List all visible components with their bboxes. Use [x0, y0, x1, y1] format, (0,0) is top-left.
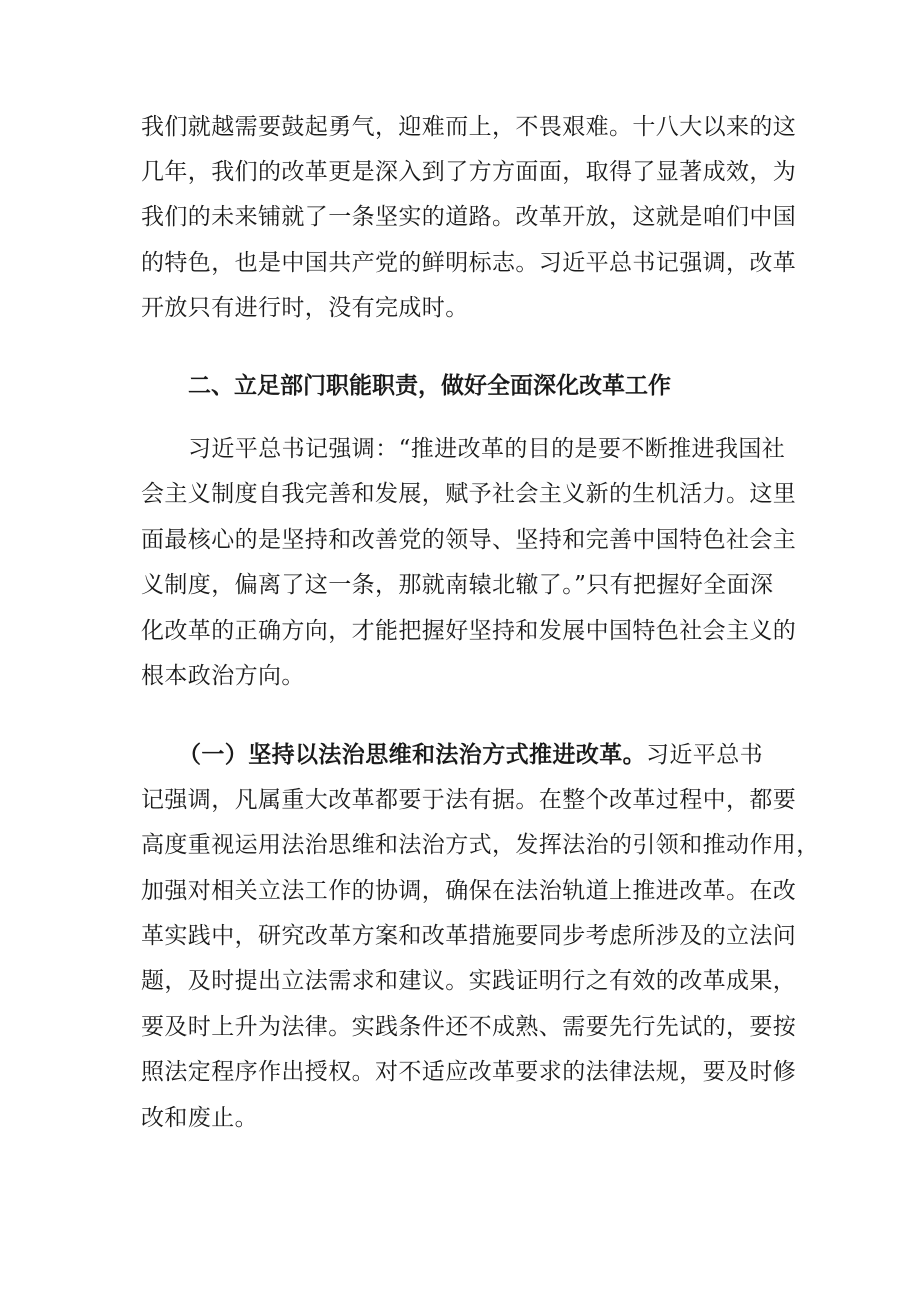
subsection-lead: （一）坚持以法治思维和法治方式推进改革。 [178, 742, 646, 768]
paragraph-3-line-1-rest: 习近平总书 [646, 742, 763, 768]
paragraph-1-line-1: 我们就越需要鼓起勇气，迎难而上，不畏艰难。十八大以来的这 [141, 114, 797, 140]
paragraph-3-line-8: 照法定程序作出授权。对不适应改革要求的法律法规，要及时修 [141, 1059, 797, 1085]
paragraph-3-line-2: 记强调，凡属重大改革都要于法有据。在整个改革过程中，都要 [141, 787, 797, 813]
paragraph-2-line-3: 面最核心的是坚持和改善党的领导、坚持和完善中国特色社会主 [141, 527, 797, 553]
paragraph-3-line-1 [178, 740, 828, 770]
paragraph-1-line-4: 的特色，也是中国共产党的鲜明标志。习近平总书记强调，改革 [141, 250, 797, 276]
paragraph-3-line-5: 革实践中，研究改革方案和改革措施要同步考虑所涉及的立法问 [141, 923, 797, 949]
paragraph-2-line-6: 根本政治方向。 [141, 663, 305, 689]
paragraph-3-line-9: 改和废止。 [141, 1105, 258, 1131]
paragraph-2-line-1: 习近平总书记强调：“推进改革的目的是要不断推进我国社 [188, 436, 786, 462]
paragraph-2-line-5: 化改革的正确方向，才能把握好坚持和发展中国特色社会主义的 [141, 618, 797, 644]
paragraph-1-line-2: 几年，我们的改革更是深入到了方方面面，取得了显著成效，为 [141, 159, 797, 185]
paragraph-1-line-3: 我们的未来铺就了一条坚实的道路。改革开放，这就是咱们中国 [141, 204, 797, 230]
paragraph-2-line-4: 义制度，偏离了这一条，那就南辕北辙了。”只有把握好全面深 [141, 572, 774, 598]
paragraph-3-line-4: 加强对相关立法工作的协调，确保在法治轨道上推进改革。在改 [141, 878, 797, 904]
paragraph-2-line-2: 会主义制度自我完善和发展，赋予社会主义新的生机活力。这里 [141, 481, 797, 507]
paragraph-3-line-3: 高度重视运用法治思维和法治方式，发挥法治的引领和推动作用， [141, 832, 820, 858]
section-heading: 二、立足部门职能职责，做好全面深化改革工作 [188, 373, 671, 399]
paragraph-1-line-5: 开放只有进行时，没有完成时。 [141, 295, 469, 321]
paragraph-3-line-7: 要及时上升为法律。实践条件还不成熟、需要先行先试的，要按 [141, 1014, 797, 1040]
paragraph-3-line-6: 题，及时提出立法需求和建议。实践证明行之有效的改革成果， [141, 968, 797, 994]
